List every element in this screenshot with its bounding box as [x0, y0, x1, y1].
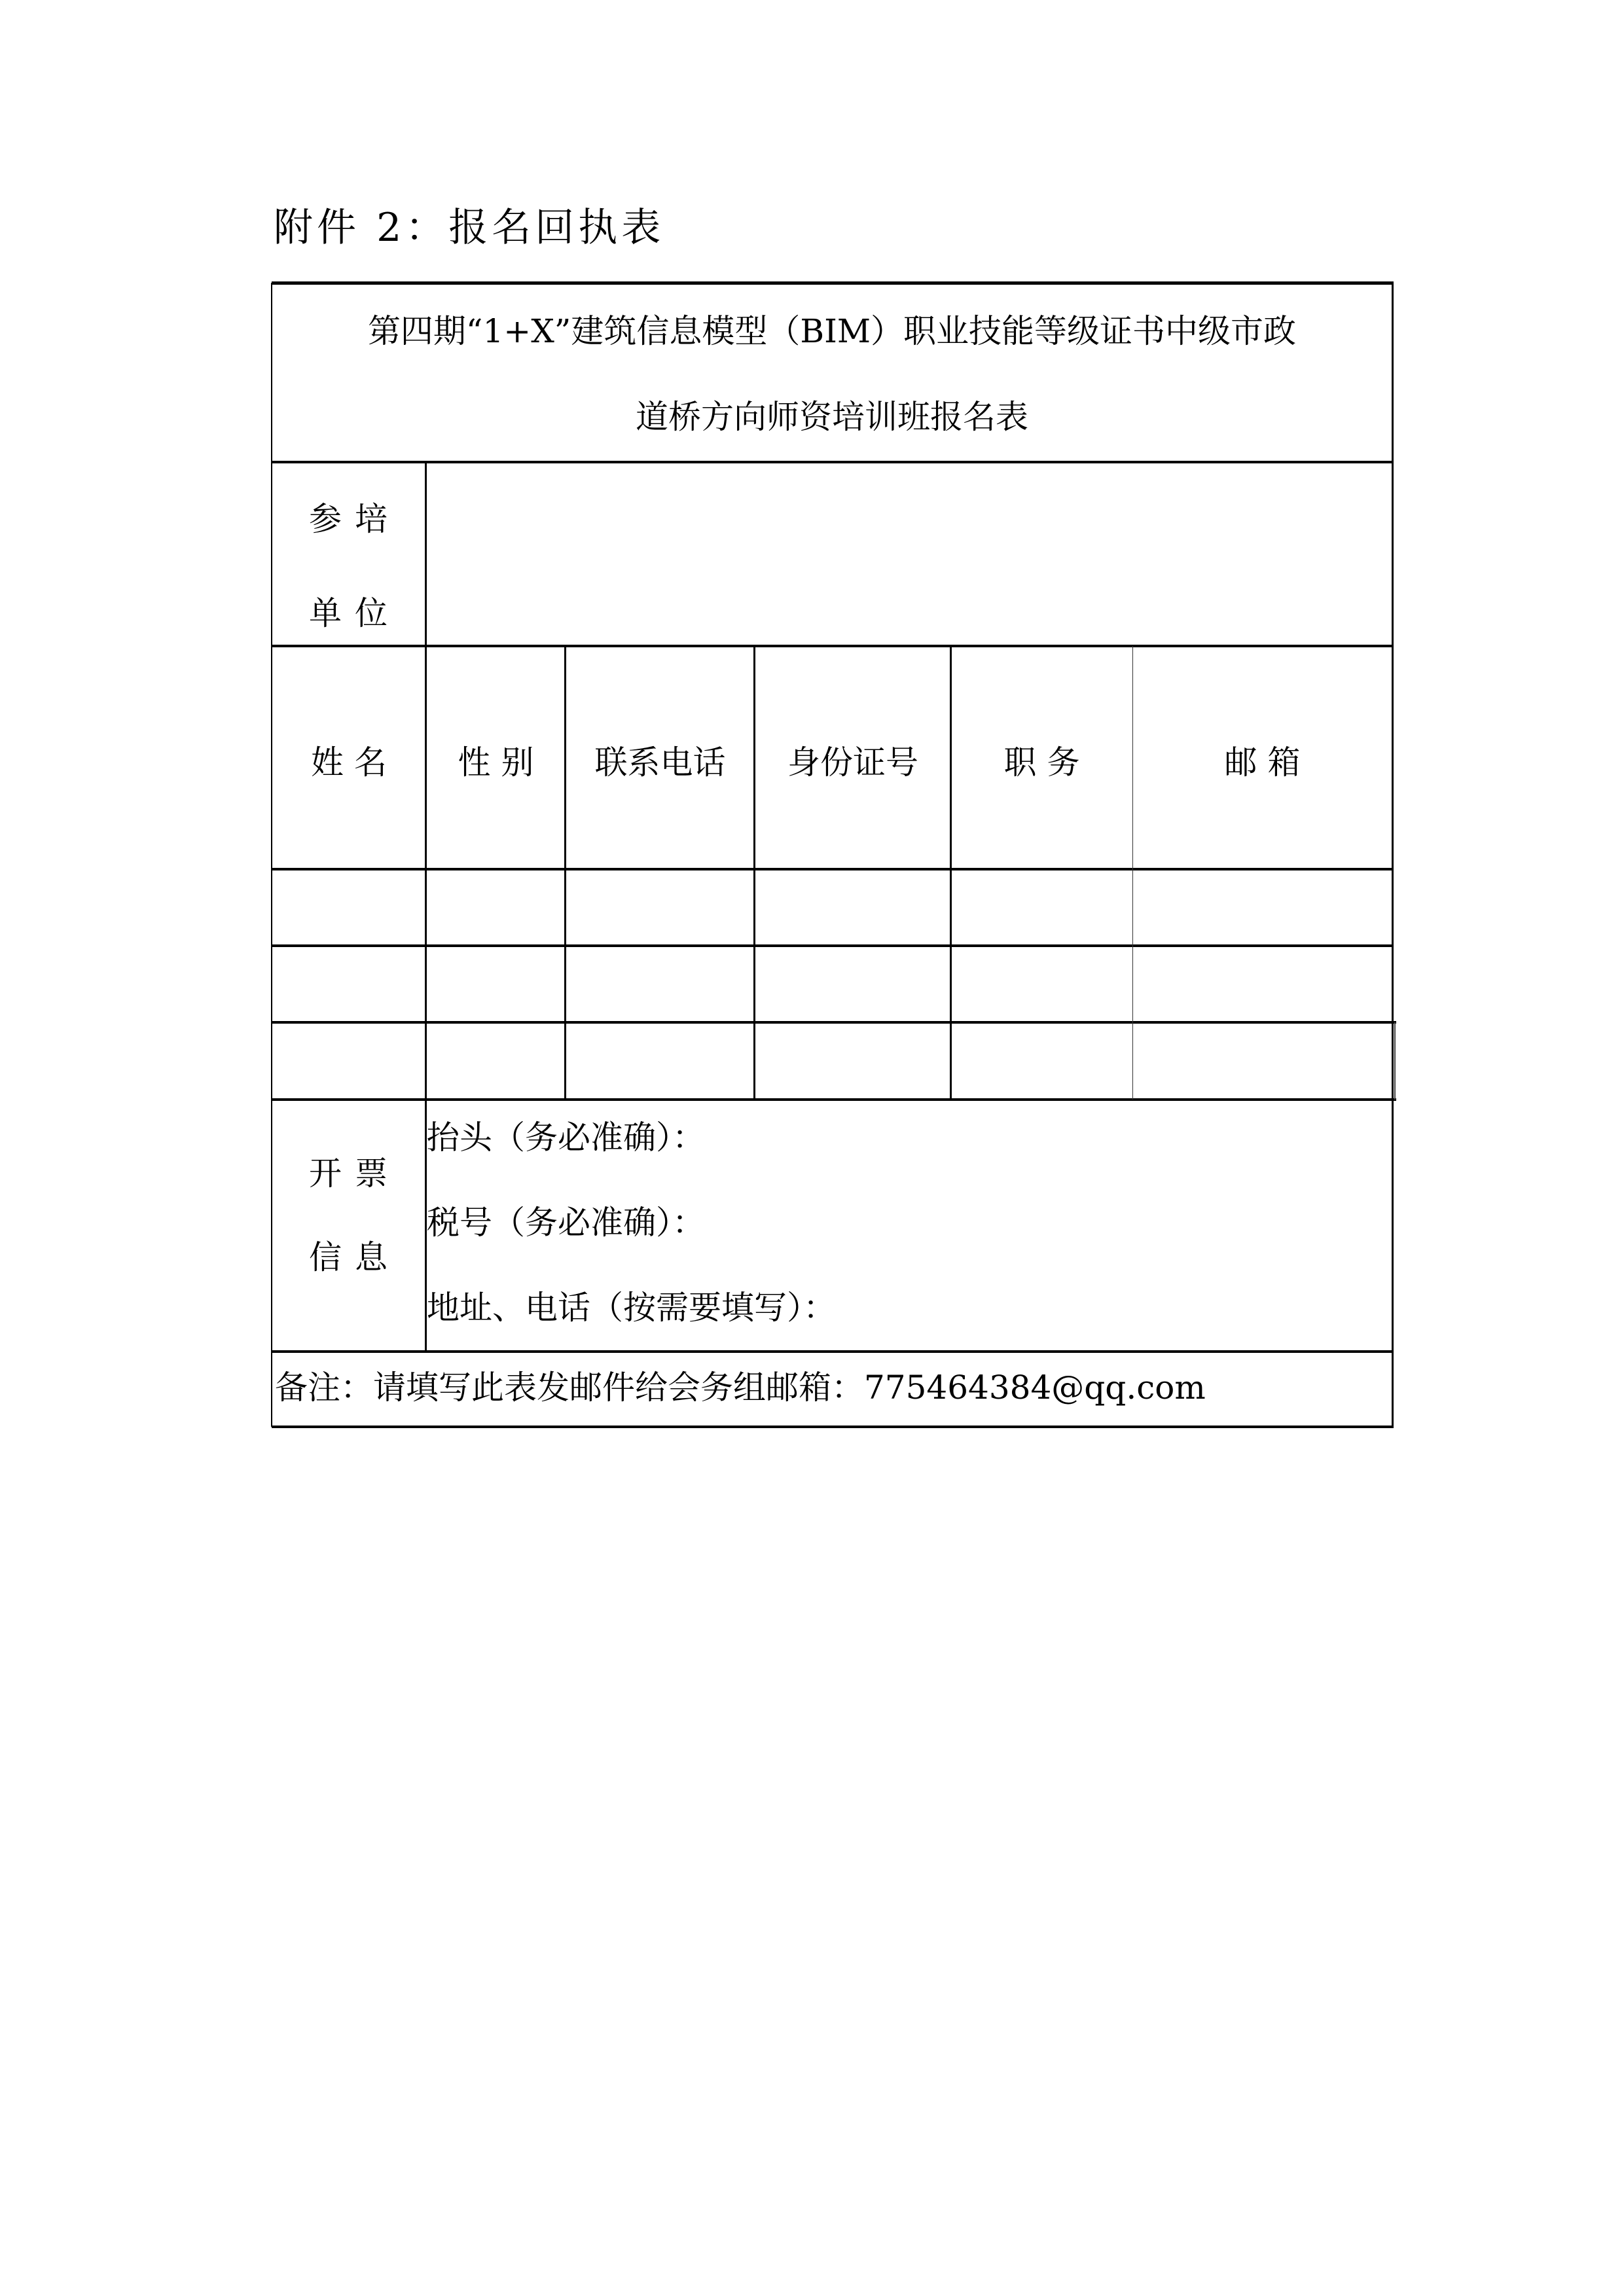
invoice-header-input[interactable] [753, 1113, 1388, 1165]
invoice-tax-id-input[interactable] [753, 1198, 1388, 1250]
row-divider-title [272, 461, 1394, 463]
row3-gender-cell[interactable] [427, 1024, 564, 1098]
invoice-label-line1: 开 票 [309, 1155, 389, 1193]
submission-note: 备注：请填写此表发邮件给会务组邮箱：775464384@qq.com [275, 1369, 1206, 1407]
column-header-position: 职 务 [1003, 744, 1080, 781]
row2-email-cell[interactable] [1134, 948, 1391, 1020]
table-border-bottom [272, 1426, 1394, 1428]
form-title-line1: 第四期“1+X”建筑信息模型（BIM）职业技能等级证书中级市政 [367, 312, 1297, 350]
row2-gender-cell[interactable] [427, 948, 564, 1020]
row2-name-cell[interactable] [274, 948, 424, 1020]
row3-phone-cell[interactable] [567, 1024, 753, 1098]
attachment-title: 附件 2：报名回执表 [274, 205, 665, 251]
row1-position-cell[interactable] [952, 871, 1132, 944]
organization-label-line1: 参 培 [309, 500, 389, 538]
row3-id-cell[interactable] [756, 1024, 949, 1098]
column-header-id-number: 身份证号 [787, 744, 918, 781]
table-border-right [1392, 283, 1394, 1427]
row3-email-cell[interactable] [1134, 1024, 1391, 1098]
row-divider-3 [272, 1098, 1396, 1101]
column-divider-2 [564, 646, 566, 1100]
row2-position-cell[interactable] [952, 948, 1132, 1020]
column-header-name: 姓 名 [311, 744, 387, 781]
row3-right-overhang [1394, 1022, 1396, 1100]
invoice-address-phone-input[interactable] [903, 1283, 1388, 1335]
row1-gender-cell[interactable] [427, 871, 564, 944]
column-header-phone: 联系电话 [594, 744, 726, 781]
row3-name-cell[interactable] [274, 1024, 424, 1098]
column-header-email: 邮 箱 [1224, 744, 1301, 781]
invoice-label-line2: 信 息 [309, 1238, 389, 1276]
row-divider-1 [272, 944, 1394, 947]
table-border-top [272, 281, 1394, 285]
organization-input[interactable] [428, 465, 1390, 644]
row-divider-2 [272, 1021, 1396, 1024]
row-divider-invoice [272, 1350, 1394, 1353]
column-divider-4 [950, 646, 952, 1100]
row2-id-cell[interactable] [756, 948, 949, 1020]
column-divider-5 [1132, 646, 1133, 1100]
row1-name-cell[interactable] [274, 871, 424, 944]
row2-phone-cell[interactable] [567, 948, 753, 1020]
invoice-tax-id-label: 税号（务必准确）： [427, 1204, 705, 1242]
form-title-line2: 道桥方向师资培训班报名表 [636, 398, 1028, 436]
organization-label-line2: 单 位 [309, 594, 389, 632]
row1-phone-cell[interactable] [567, 871, 753, 944]
column-header-gender: 性 别 [458, 744, 534, 781]
column-divider-3 [753, 646, 755, 1100]
row3-position-cell[interactable] [952, 1024, 1132, 1098]
invoice-address-phone-label: 地址、电话（按需要填写）： [427, 1289, 836, 1327]
row-divider-header [272, 868, 1394, 870]
invoice-header-label: 抬头（务必准确）： [427, 1119, 705, 1157]
row1-email-cell[interactable] [1134, 871, 1391, 944]
row1-id-cell[interactable] [756, 871, 949, 944]
row-divider-organization [272, 645, 1394, 647]
